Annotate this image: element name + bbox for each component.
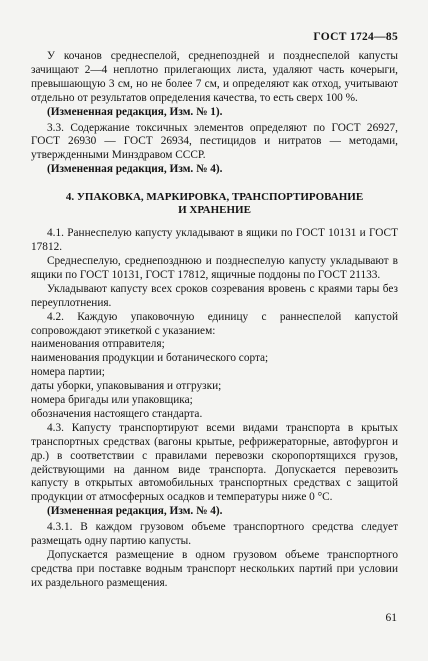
list-item: даты уборки, упаковывания и отгрузки; <box>31 380 222 393</box>
page-content <box>31 50 398 591</box>
list-item: обозначения настоящего стандарта. <box>31 407 203 420</box>
paragraph-cabbage-trimming: У кочанов среднеспелой, среднепоздней и позднеспелой капусты зачищают 2—4 неплотно прилегающих листа, удаляют часть кочерыги, превышающую 3 см, но не более 7 см, и определяют как отход, учитывают отдельно от результатов определения качества, то есть сверх 100 %. <box>31 50 398 104</box>
list-item: наименования отправителя; <box>31 338 165 351</box>
edition-note-2: (Измененная редакция, Изм. № 4). <box>47 163 223 176</box>
edition-note-1: (Измененная редакция, Изм. № 1). <box>47 105 223 118</box>
paragraph-4-3: 4.3. Капусту транспортируют всеми видами транспорта в крытых транспортных средствах (вагоны крытые, рефрижераторные, автофургон и др.) в соответствии с правилами перевозки скоропортящихся грузов, действующими на данном виде транспорта. Допускается перевозить капусту в открытых автомобильных транспортных средствах с защитой продукции от атмосферных осадков и температуры ниже 0 °С. <box>31 421 398 504</box>
list-item: номера партии; <box>31 366 105 379</box>
paragraph-4-2: 4.2. Каждую упаковочную единицу с раннеспелой капустой сопровождают этикеткой с указанием: <box>31 310 398 337</box>
paragraph-4-3-1: 4.3.1. В каждом грузовом объеме транспортного средства следует размещать одну партию капусты. <box>31 521 398 548</box>
paragraph-stacking: Укладывают капусту всех сроков созревания вровень с краями тары без переуплотнения. <box>31 282 398 309</box>
section-title-line-1: 4. УПАКОВКА, МАРКИРОВКА, ТРАНСПОРТИРОВАНИЕ <box>65 191 364 204</box>
page-number: 61 <box>385 612 397 624</box>
list-item: номера бригады или упаковщика; <box>31 394 193 407</box>
paragraph-4-1: 4.1. Раннеспелую капусту укладывают в ящики по ГОСТ 10131 и ГОСТ 17812. <box>31 227 398 254</box>
label-requirements-list <box>31 338 398 421</box>
standard-code-header: ГОСТ 1724—85 <box>313 31 398 43</box>
paragraph-mid-season: Среднеспелую, среднепозднюю и позднеспелую капусту укладывают в ящики по ГОСТ 10131, ГОСТ 17812, ящичные поддоны по ГОСТ 21133. <box>31 254 398 281</box>
edition-note-3: (Измененная редакция, Изм. № 4). <box>47 505 223 518</box>
paragraph-3-3: 3.3. Содержание токсичных элементов определяют по ГОСТ 26927, ГОСТ 26930 — ГОСТ 26934, пестицидов и нитратов — методами, утвержденными Минздравом СССР. <box>31 121 398 162</box>
section-title-packaging <box>31 191 398 217</box>
list-item: наименования продукции и ботанического сорта; <box>31 352 269 365</box>
paragraph-multiple-lots: Допускается размещение в одном грузовом объеме транспортного средства при поставке водным транспорт нескольких партий при условии их раздельного размещения. <box>31 549 398 589</box>
section-title-line-2: И ХРАНЕНИЕ <box>178 204 251 217</box>
